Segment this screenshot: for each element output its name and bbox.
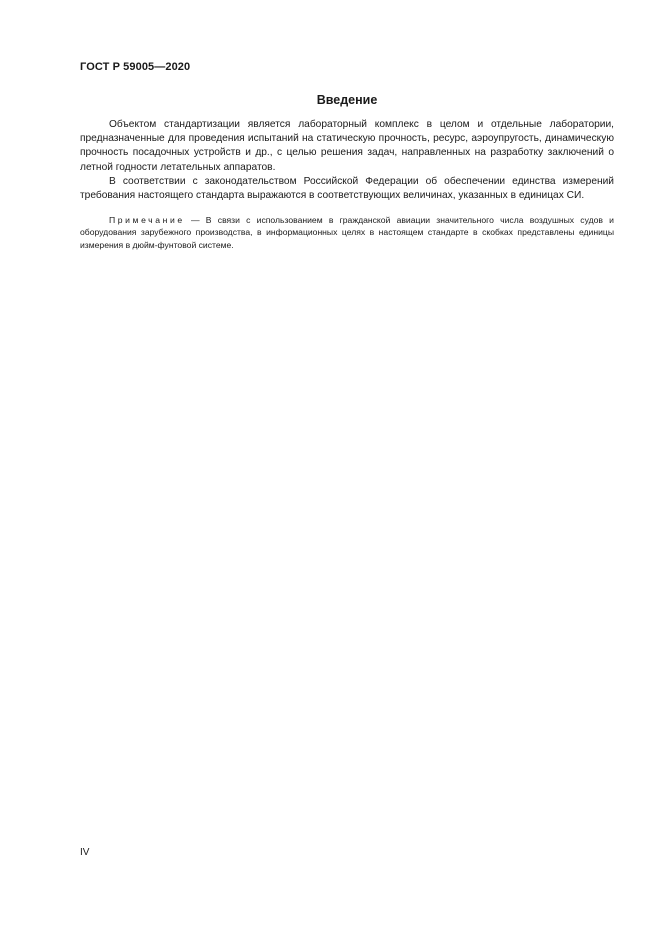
page-number: IV — [80, 847, 90, 858]
note — [80, 214, 614, 251]
paragraph-1: Объектом стандартизации является лабораторный комплекс в целом и отдельные лаборатории, предназначенные для проведения испытаний на статическую прочность, ресурс, аэроупругость, динамическую прочность посадочных устройств и др., с целью решения задач, направленных на разработку заключений о летной годности летательных аппаратов. — [80, 119, 614, 173]
section-title: Введение — [316, 93, 378, 107]
note-label: Примечание — [109, 215, 185, 225]
body-text — [80, 118, 614, 203]
document-header: ГОСТ Р 59005—2020 — [80, 61, 191, 73]
note-text: — В связи с использованием в гражданской авиации значительного числа воздушных судов и оборудования зарубежного производства, в информационных целях в настоящем стандарте в скобках представлены единицы измерения в дюйм-фунтовой системе. — [80, 215, 614, 250]
paragraph-2: В соответствии с законодательством Российской Федерации об обеспечении единства измерений требования настоящего стандарта выражаются в соответствующих величинах, указанных в единицах СИ. — [80, 175, 614, 202]
